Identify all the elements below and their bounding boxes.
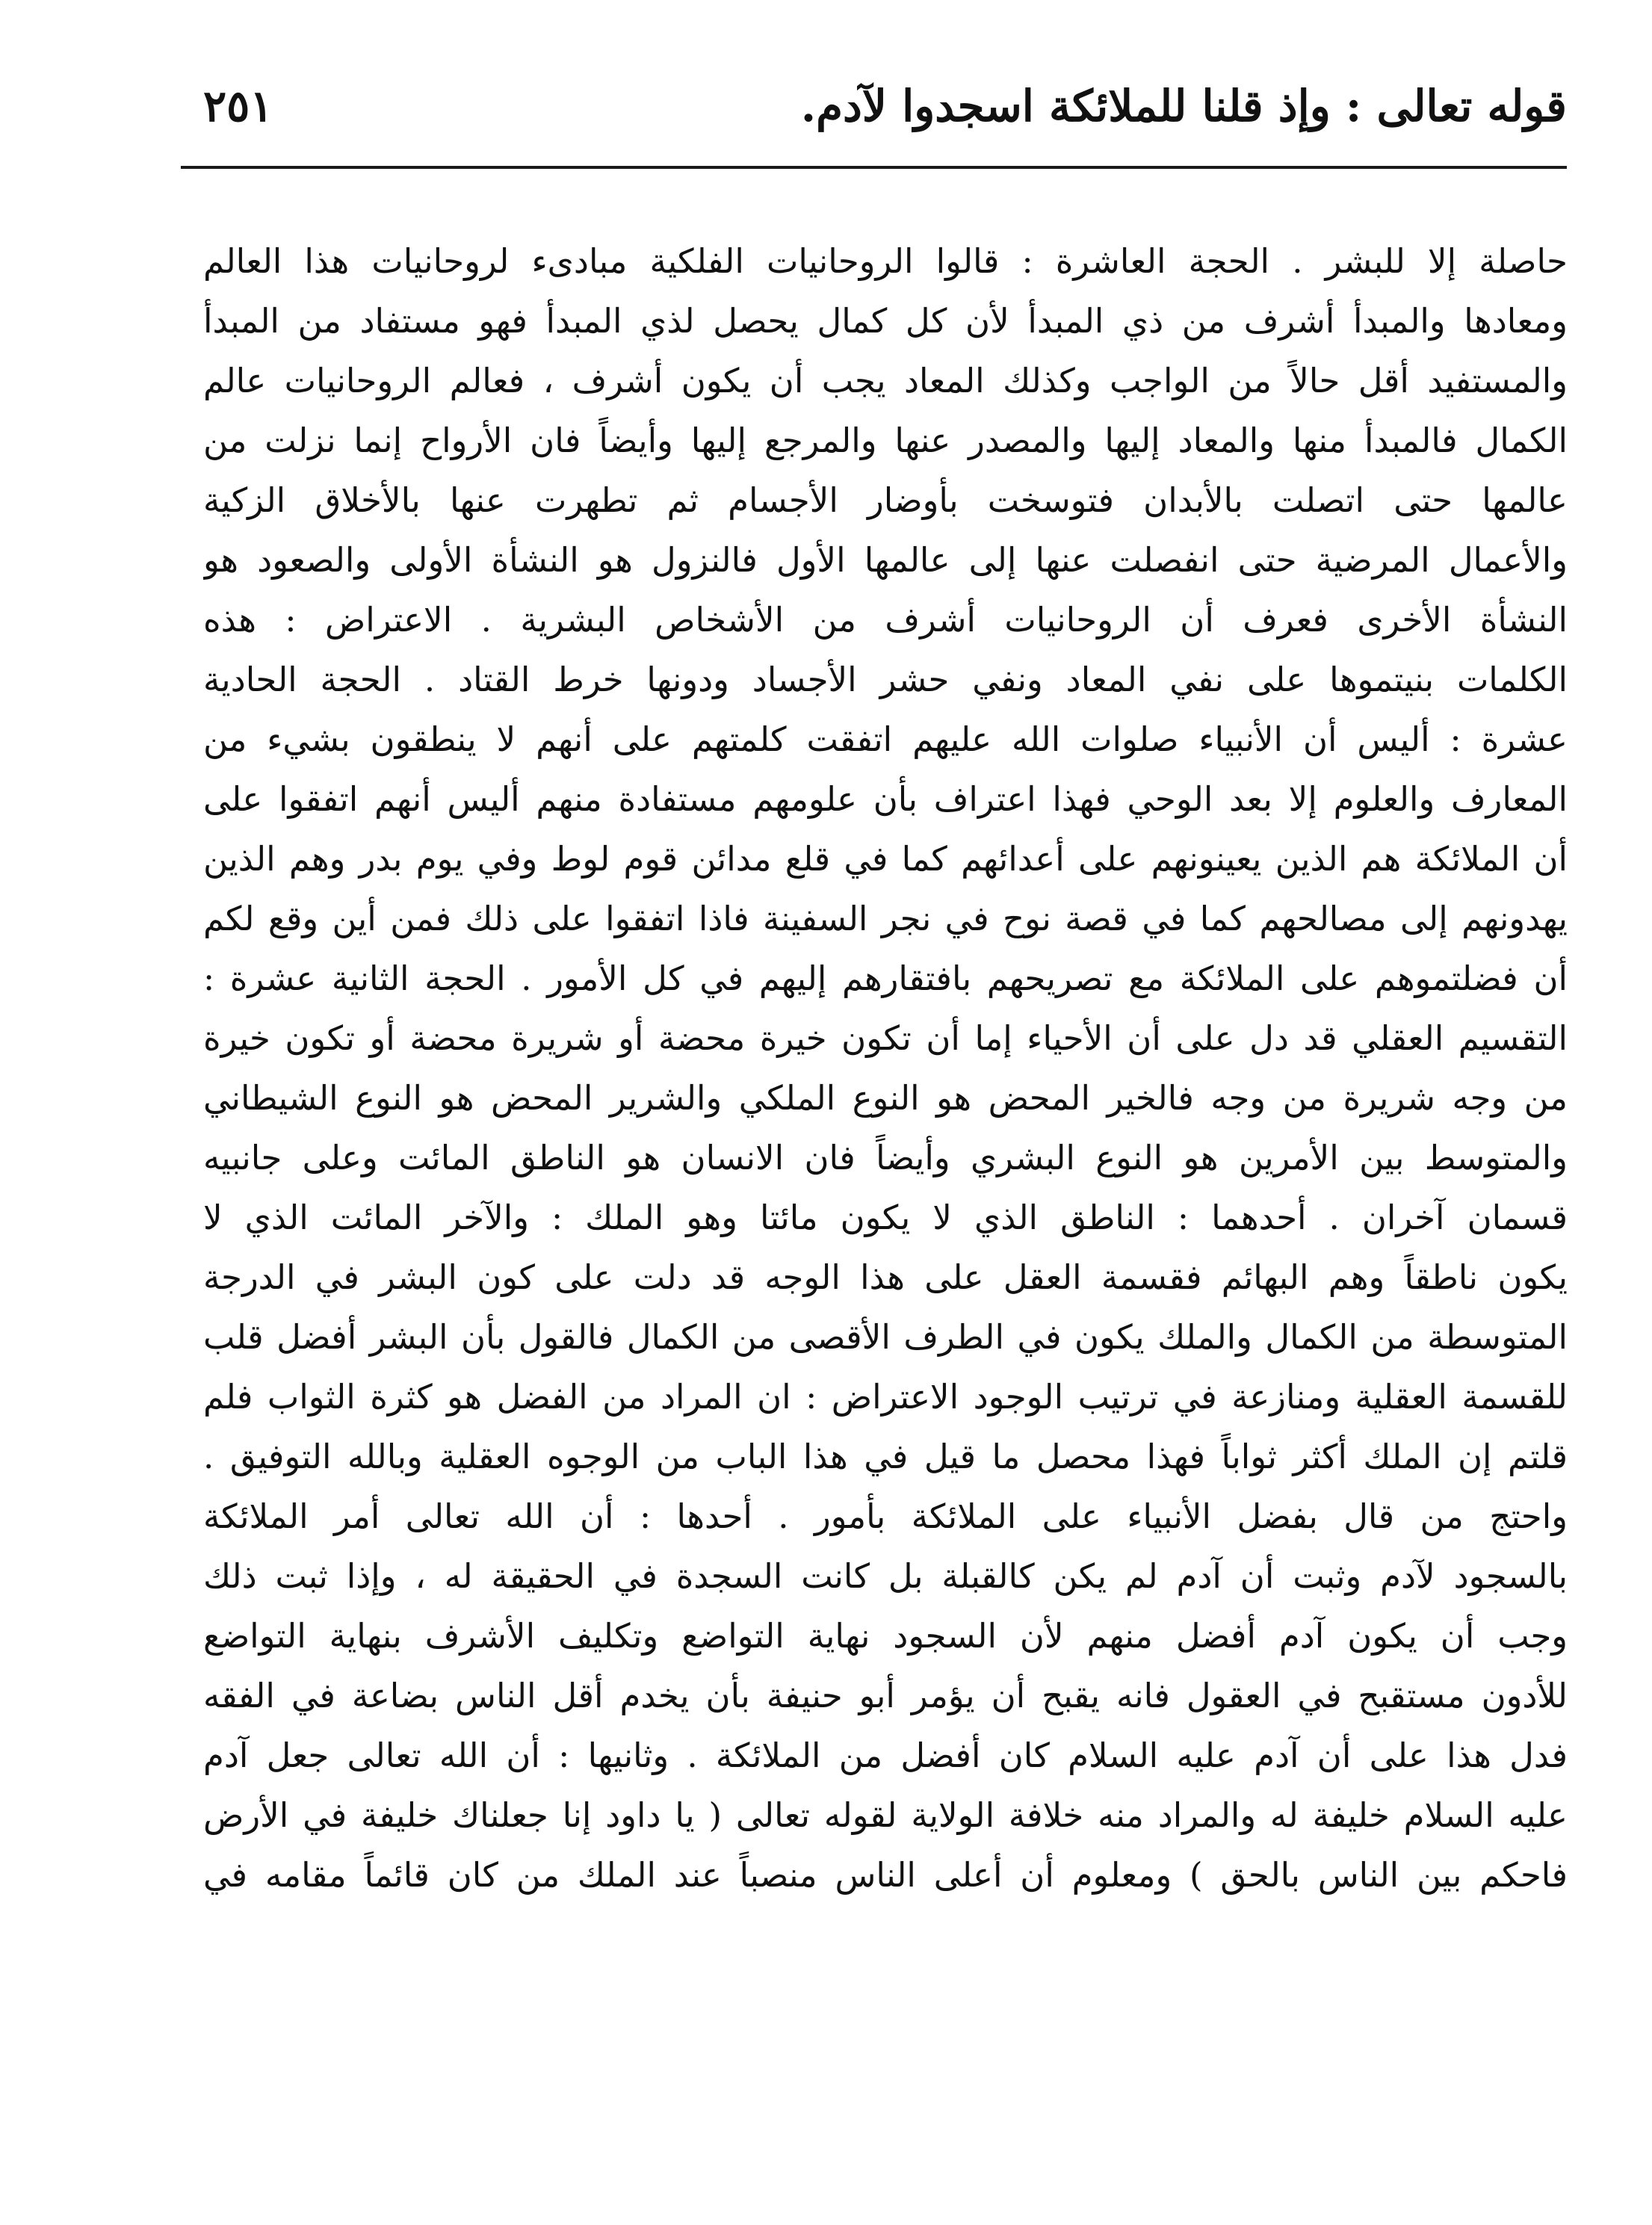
text-line: حاصلة إلا للبشر . الحجة العاشرة : قالوا الروحانيات الفلكية مبادىء لروحانيات هذا العالم (203, 241, 1568, 281)
text-line: أن الملائكة هم الذين يعينونهم على أعدائهم كما في قلع مدائن قوم لوط وفي يوم بدر وهم الذين (203, 839, 1568, 879)
text-line: يكون ناطقاً وهم البهائم فقسمة العقل على هذا الوجه قد دلت على كون البشر في الدرجة (203, 1257, 1568, 1297)
running-title: قوله تعالى : وإذ قلنا للملائكة اسجدوا لآدم. (800, 81, 1567, 131)
text-line: التقسيم العقلي قد دل على أن الأحياء إما أن تكون خيرة محضة أو شريرة محضة أو تكون خيرة (203, 1018, 1568, 1058)
text-line: المعارف والعلوم إلا بعد الوحي فهذا اعتراف بأن علومهم مستفادة منهم أليس أنهم اتفقوا على (203, 779, 1568, 819)
text-line: قلتم إن الملك أكثر ثواباً فهذا محصل ما قيل في هذا الباب من الوجوه العقلية وبالله التوفيق . (203, 1437, 1568, 1476)
text-line: الكمال فالمبدأ منها والمعاد إليها والمصدر عنها والمرجع إليها وأيضاً فان الأرواح إنما نزلت من (203, 421, 1568, 460)
text-line: فدل هذا على أن آدم عليه السلام كان أفضل من الملائكة . وثانيها : أن الله تعالى جعل آدم (203, 1736, 1568, 1775)
text-line: عليه السلام خليفة له والمراد منه خلافة الولاية لقوله تعالى ( يا داود إنا جعلناك خليفة في الأرض (203, 1795, 1568, 1835)
body-text (203, 232, 1568, 1905)
text-line: بالسجود لآدم وثبت أن آدم لم يكن كالقبلة بل كانت السجدة في الحقيقة له ، وإذا ثبت ذلك (203, 1556, 1568, 1596)
text-line: والمستفيد أقل حالاً من الواجب وكذلك المعاد يجب أن يكون أشرف ، فعالم الروحانيات عالم (203, 361, 1568, 400)
page-header (181, 69, 1567, 151)
text-line: للأدون مستقبح في العقول فانه يقبح أن يؤمر أبو حنيفة بأن يخدم أقل الناس بضاعة في الفقه (203, 1676, 1568, 1715)
text-line: النشأة الأخرى فعرف أن الروحانيات أشرف من الأشخاص البشرية . الاعتراض : هذه (203, 600, 1568, 640)
text-line: عشرة : أليس أن الأنبياء صلوات الله عليهم اتفقت كلمتهم على أنهم لا ينطقون بشيء من (203, 720, 1568, 759)
text-line: الكلمات بنيتموها على نفي المعاد ونفي حشر الأجساد ودونها خرط القتاد . الحجة الحادية (203, 660, 1568, 699)
text-line: ومعادها والمبدأ أشرف من ذي المبدأ لأن كل كمال يحصل لذي المبدأ فهو مستفاد من المبدأ (203, 301, 1568, 341)
text-line: للقسمة العقلية ومنازعة في ترتيب الوجود الاعتراض : ان المراد من الفضل هو كثرة الثواب فلم (203, 1377, 1568, 1417)
text-line: المتوسطة من الكمال والملك يكون في الطرف الأقصى من الكمال فالقول بأن البشر أفضل قلب (203, 1317, 1568, 1357)
text-line: عالمها حتى اتصلت بالأبدان فتوسخت بأوضار الأجسام ثم تطهرت عنها بالأخلاق الزكية (203, 480, 1568, 520)
header-divider (181, 166, 1567, 169)
text-line: قسمان آخران . أحدهما : الناطق الذي لا يكون مائتا وهو الملك : والآخر المائت الذي لا (203, 1198, 1568, 1237)
text-line: فاحكم بين الناس بالحق ) ومعلوم أن أعلى الناس منصباً عند الملك من كان قائماً مقامه في (203, 1855, 1568, 1895)
text-line: والأعمال المرضية حتى انفصلت عنها إلى عالمها الأول فالنزول هو النشأة الأولى والصعود هو (203, 540, 1568, 580)
text-line: يهدونهم إلى مصالحهم كما في قصة نوح في نجر السفينة فاذا اتفقوا على ذلك فمن أين وقع لكم (203, 899, 1568, 938)
text-line: أن فضلتموهم على الملائكة مع تصريحهم بافتقارهم إليهم في كل الأمور . الحجة الثانية عشرة : (203, 959, 1568, 998)
text-line: وجب أن يكون آدم أفضل منهم لأن السجود نهاية التواضع وتكليف الأشرف بنهاية التواضع (203, 1616, 1568, 1656)
text-line: من وجه شريرة من وجه فالخير المحض هو النوع الملكي والشرير المحض هو النوع الشيطاني (203, 1078, 1568, 1118)
page-number: ٢٥١ (203, 81, 273, 131)
text-line: والمتوسط بين الأمرين هو النوع البشري وأيضاً فان الانسان هو الناطق المائت وعلى جانبيه (203, 1138, 1568, 1178)
text-line: واحتج من قال بفضل الأنبياء على الملائكة بأمور . أحدها : أن الله تعالى أمر الملائكة (203, 1497, 1568, 1536)
